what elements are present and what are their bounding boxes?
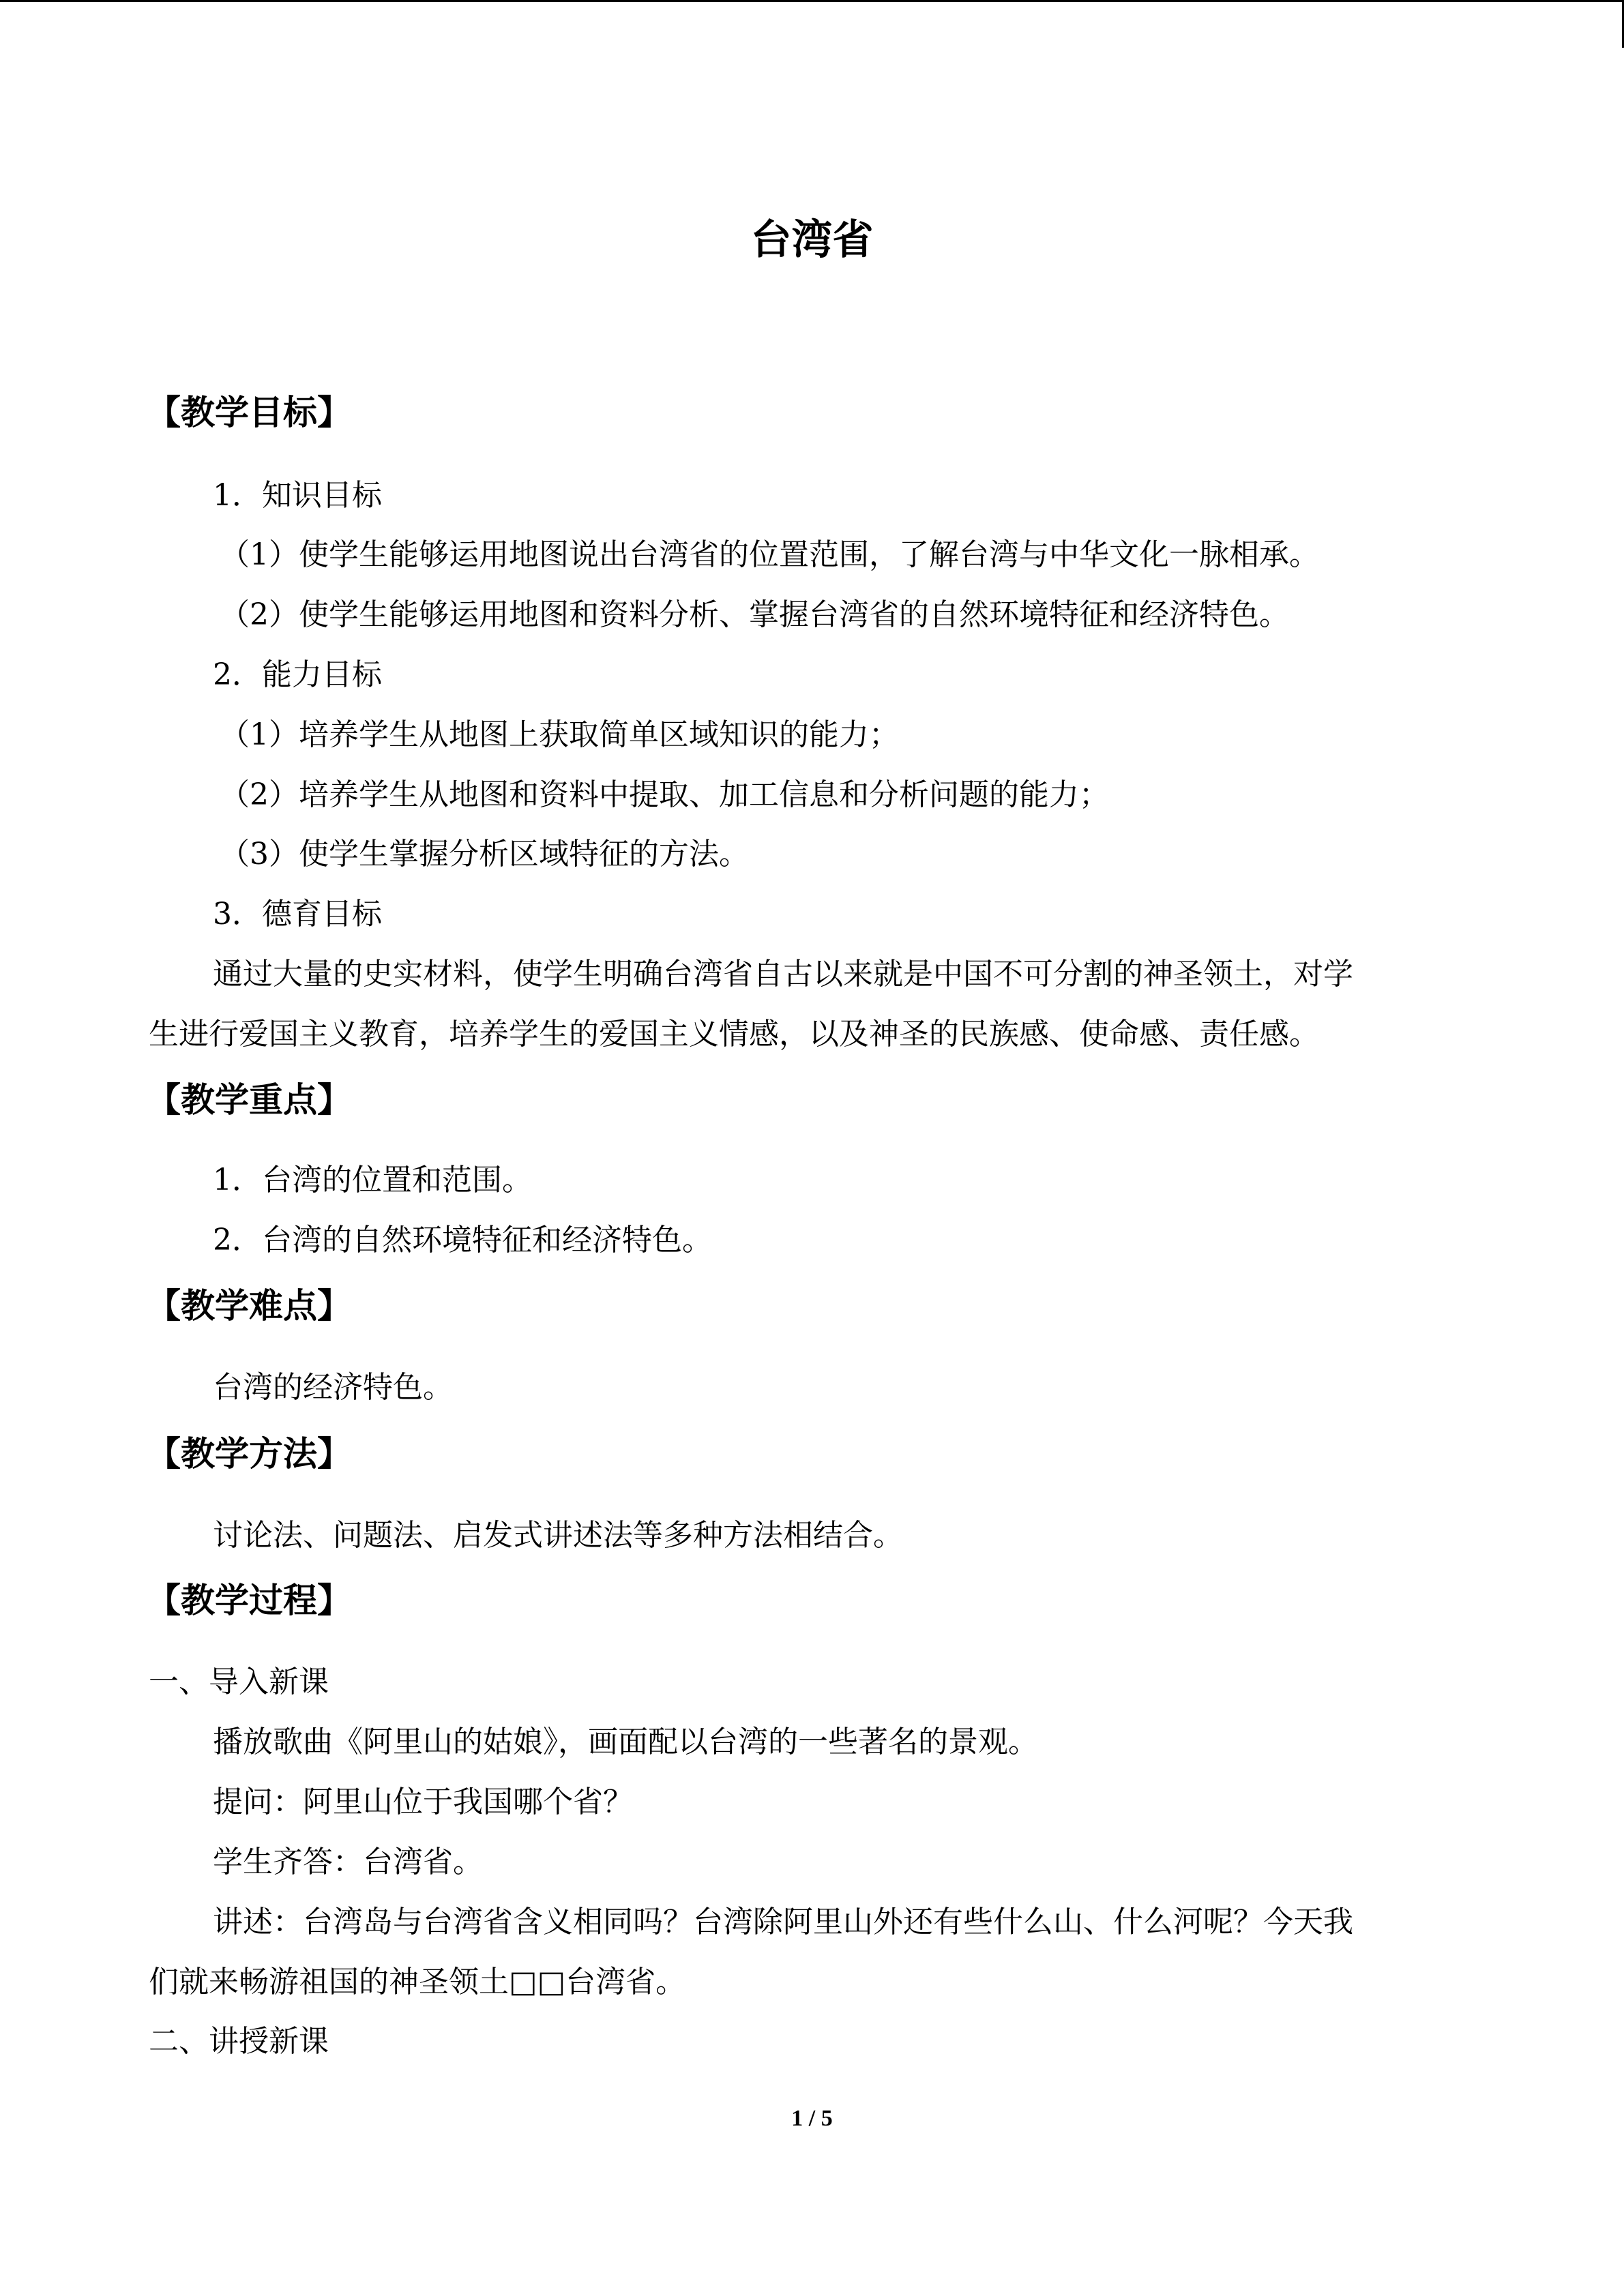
heading-key-points: 【教学重点】: [147, 1080, 351, 1120]
heading-methods: 【教学方法】: [147, 1434, 351, 1474]
process-line-4: 学生齐答：台湾省。: [213, 1845, 483, 1879]
goal-line-3: （2）使学生能够运用地图和资料分析、掌握台湾省的自然环境特征和经济特色。: [220, 597, 1289, 632]
goal-line-10: 生进行爱国主义教育，培养学生的爱国主义情感，以及神圣的民族感、使命感、责任感。: [149, 1017, 1319, 1052]
difficulty-line-1: 台湾的经济特色。: [213, 1370, 453, 1405]
goal-line-7: （3）使学生掌握分析区域特征的方法。: [220, 837, 749, 871]
goal-line-2: （1）使学生能够运用地图说出台湾省的位置范围，了解台湾与中华文化一脉相承。: [220, 537, 1319, 572]
page-number: 1 / 5: [791, 2106, 833, 2131]
key-point-line-2: 2．台湾的自然环境特征和经济特色。: [213, 1223, 712, 1257]
key-point-line-1: 1．台湾的位置和范围。: [213, 1163, 532, 1197]
heading-teaching-goals: 【教学目标】: [147, 393, 351, 432]
heading-process: 【教学过程】: [147, 1581, 351, 1620]
process-line-6: 们就来畅游祖国的神圣领土□□台湾省。: [149, 1965, 686, 1999]
document-title: 台湾省: [750, 216, 874, 264]
process-line-1: 一、导入新课: [149, 1665, 329, 1699]
process-line-7: 二、讲授新课: [149, 2024, 329, 2059]
goal-line-9: 通过大量的史实材料，使学生明确台湾省自古以来就是中国不可分割的神圣领土，对学: [213, 957, 1353, 992]
goal-line-8: 3．德育目标: [213, 897, 382, 931]
method-line-1: 讨论法、问题法、启发式讲述法等多种方法相结合。: [213, 1518, 903, 1553]
process-line-2: 播放歌曲《阿里山的姑娘》，画面配以台湾的一些著名的景观。: [213, 1725, 1038, 1759]
heading-difficulties: 【教学难点】: [147, 1286, 351, 1326]
goal-line-4: 2．能力目标: [213, 657, 382, 692]
top-border-line: [0, 0, 1624, 2]
process-line-5: 讲述：台湾岛与台湾省含义相同吗？台湾除阿里山外还有些什么山、什么河呢？今天我: [213, 1905, 1353, 1939]
goal-line-1: 1．知识目标: [213, 478, 382, 513]
process-line-3: 提问：阿里山位于我国哪个省？: [213, 1785, 633, 1819]
goal-line-6: （2）培养学生从地图和资料中提取、加工信息和分析问题的能力；: [220, 777, 1109, 812]
goal-line-5: （1）培养学生从地图上获取简单区域知识的能力；: [220, 717, 899, 752]
